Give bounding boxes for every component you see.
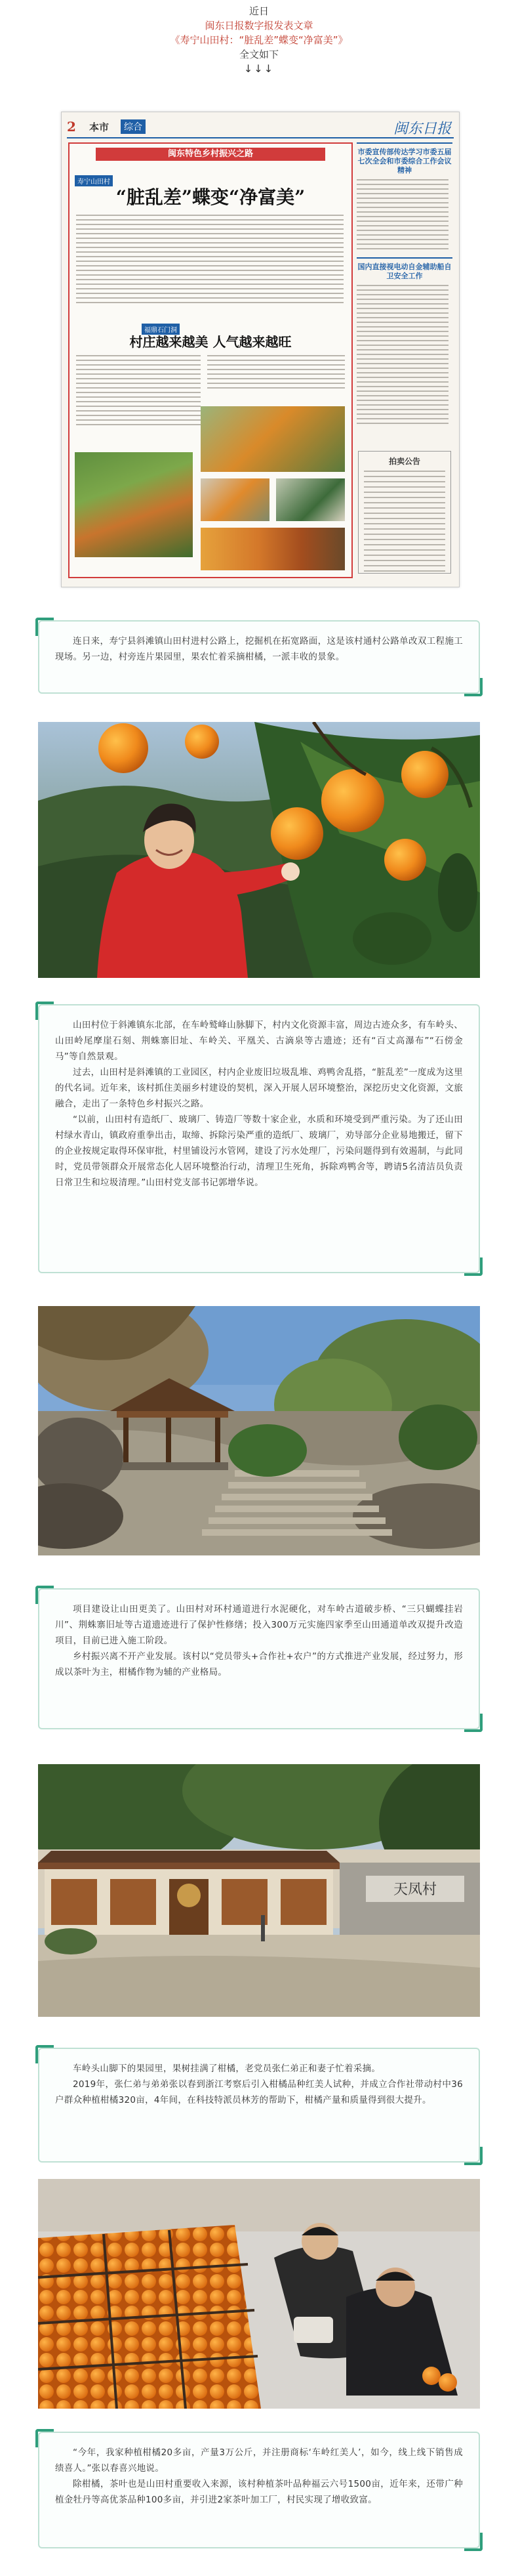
article-header [0,4,518,76]
story2-headline: 村庄越来越美 人气越来越旺 [129,334,292,350]
paragraph: 2019年，张仁弟与弟弟张以春到浙江考察后引入柑橘品种红美人试种，并成立合作社带动村中36户群众种植柑橘320亩，4年间，在科技特派员林芳的帮助下，柑橘产量和质量得到很大提升。 [55,2079,463,2105]
newspaper-photo-orchard [201,406,345,472]
down-arrows-icon: ↓↓↓ [243,62,275,75]
full-text-label: 全文如下 [239,49,279,60]
paragraph: 项目建设让山田更美了。山田村对环村通道进行水泥硬化，对车岭古道破步桥、“三只蝴蝶挂岩川”、荆蛛寨旧址等古道遗迹进行了保护性修缮；投入300万元实施四家季至山田通道单改双提升改造项目，目前已进入施工阶段。 [55,1604,463,1646]
photo-woman-picking-oranges [38,722,480,978]
text-box-intro [38,620,480,694]
newspaper-photo-farmer [75,452,193,557]
paragraph: “今年，我家种植柑橘20多亩，产量3万公斤，并注册商标‘车岭红美人’，如今，线上线下销售成绩喜人。”张以春喜兴地说。 [55,2447,463,2474]
paragraph: 除柑橘，茶叶也是山田村重要收入来源，该村种植茶叶品种福云六号1500亩，近年来，还带广种植金牡丹等高优茶品种100多亩，并引进2家茶叶加工厂，村民实现了增收致富。 [55,2479,463,2505]
photo-pavilion-stone-path [38,1306,480,1555]
right-headline-2: 国内直接视电动自金辅助船自卫安全工作 [357,263,452,280]
story2-kicker: 福鼎石门洞 [142,324,180,335]
newspaper-logo: 闽东日报 [393,121,451,137]
story-text-lines [76,215,344,313]
text-box-projects [38,1588,480,1729]
section-label: 本市 [89,121,110,133]
paragraph: 车岭头山脚下的果园里，果树挂满了柑橘，老党员张仁弟正和妻子忙着采摘。 [73,2063,381,2074]
story2-text-lines [76,355,201,434]
notice-title: 拍卖公告 [388,457,420,466]
newspaper-photo-trees [276,478,345,521]
newspaper-photo-oranges [201,528,345,570]
page-number: 2 [67,119,76,135]
story-kicker: 寿宁山田村 [75,175,113,186]
intro-text: 近日 [249,5,269,17]
svg-text:天凤村: 天凤村 [393,1882,437,1898]
newspaper-masthead [67,117,454,138]
text-box-orchard [38,2048,480,2163]
newspaper-page-image [61,112,460,587]
paragraph: 山田村位于斜滩镇东北部，在车岭鹫峰山脉脚下，村内文化资源丰富，周边古迹众多，有车岭头、山田岭尾摩崖石刻、荆蛛寨旧址、车岭关、平凰关、古滴泉等古遗迹；还有“百丈高瀑布”“石傍金马”等自然景观。 [55,1020,463,1062]
feature-column [68,142,353,578]
text-box-tea [38,2432,480,2548]
right-column [357,142,452,576]
paragraph: 乡村振兴离不开产业发展。该村以“党员带头+合作社+农户”的方式推进产业发展，经过努力，形成以茶叶为主，柑橘作物为辅的产业格局。 [55,1651,463,1678]
photo-packing-oranges [38,2179,480,2409]
article-title: 《寿宁山田村：“脏乱差”蝶变“净富美”》 [170,34,348,46]
photo-village-building [38,1764,480,2017]
newspaper-photo-village [201,478,269,521]
source-text: 闽东日报数字报发表文章 [205,20,313,32]
auction-notice [358,451,451,574]
text-box-history [38,1004,480,1273]
paragraph: 连日来，寿宁县斜滩镇山田村进村公路上，挖掘机在拓宽路面，这是该村通村公路单改双工程施工现场。另一边，村旁连片果园里，果农忙着采摘柑橘，一派丰收的景象。 [55,636,463,662]
story-headline: “脏乱差”蝶变“净富美” [115,186,306,208]
right-headline-1: 市委宣传部传达学习市委五届七次全会和市委综合工作会议精神 [357,148,452,175]
paragraph: 过去，山田村是斜滩镇的工业园区，村内企业废旧垃圾乱堆、鸡鸭舍乱搭，“脏乱差”一度成为这里的代名词。近年来，该村抓住美丽乡村建设的契机，深入开展人居环境整治，深挖历史文化资源，文旅融合，走出了一条特色乡村振兴之路。 [55,1067,463,1109]
feature-banner: 闽东特色乡村振兴之路 [96,148,325,161]
section-tag: 综合 [121,119,146,134]
story2-text-lines-b [207,355,345,394]
paragraph: “以前，山田村有造纸厂、玻璃厂、铸造厂等数十家企业，水质和环境受到严重污染。为了还山田村绿水青山，镇政府重拳出击，取缔、拆除污染严重的造纸厂、玻璃厂，劝导部分企业易地搬迁，留下的企业按规定取得环保审批，村里铺设污水管网，建设了污水处理厂，污染问题得到有效遏制，与此同时，党员带领群众开展常态化人居环境整治行动，清理卫生死角，拆除鸡鸭舍等，聘请5名清洁员负责日常卫生和垃圾清理。”山田村党支部书记郭增华说。 [55,1114,463,1188]
